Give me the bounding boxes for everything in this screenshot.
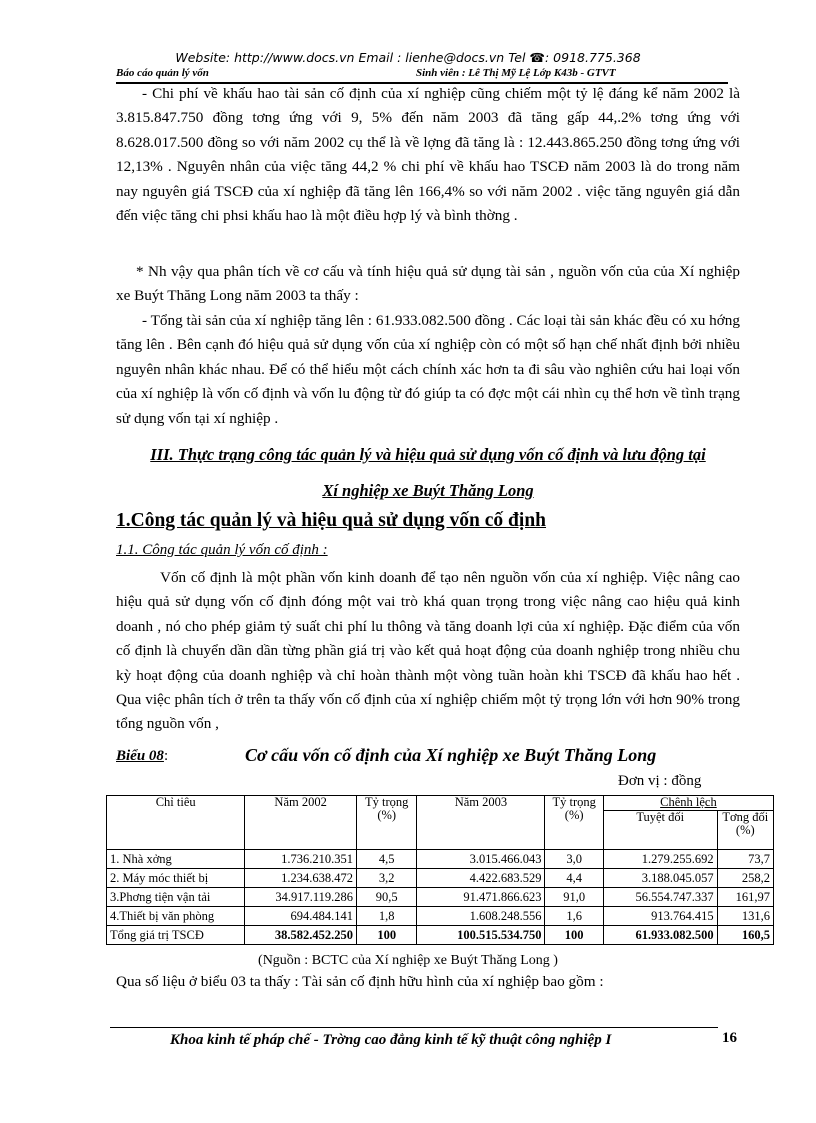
student-info: Sinh viên : Lê Thị Mỹ Lệ Lớp K43b - GTVT [416, 67, 616, 79]
header-share-2002: Tỷ trọng (%) [356, 796, 416, 850]
header-share-2003: Tỷ trọng (%) [545, 796, 603, 850]
cell-indicator: 1. Nhà xởng [107, 850, 245, 869]
cell-value: 3.188.045.057 [603, 869, 717, 888]
cell-value: 34.917.119.286 [245, 888, 357, 907]
subheading-fixed-capital-management: 1.1. Công tác quản lý vốn cố định : [116, 542, 328, 558]
section-heading: III. Thực trạng công tác quản lý và hiệu quả sử dụng vốn cố định và lưu động tại Xí nghiệp xe Buýt Thăng Long [150, 445, 706, 500]
paragraph-total-assets: - Tổng tài sản của xí nghiệp tăng lên : 61.933.082.500 đồng . Các loại tài sản khác đều có xu hớng tăng lên . Bên cạnh đó hiệu quả sử dụng vốn của xí nghiệp còn có một số hạn chế nhất định bởi nhiều nguyên nhân khác nhau. Để có thể hiểu một cách chính xác hơn ta đi sâu vào nghiên cứu hai loại vốn của xí nghiệp là vốn cố định và vốn lu động từ đó giúp ta có đợc một cái nhìn cụ thể hơn về tình trạng sử dụng vốn tại xí nghiệp . [116, 312, 740, 427]
cell-value: 1.234.638.472 [245, 869, 357, 888]
cell-value: 61.933.082.500 [603, 926, 717, 945]
table-unit: Đơn vị : đồng [618, 773, 702, 789]
footer-divider [110, 1027, 718, 1028]
cell-value: 258,2 [717, 869, 773, 888]
paragraph-fixed-capital: Vốn cố định là một phần vốn kinh doanh để tạo nên nguồn vốn của xí nghiệp. Việc nâng cao hiệu quả sử dụng vốn cố định đóng một vai trò khá quan trọng trong việc nâng cao hiệu quả kinh doanh , nó cho phép giảm tỷ suất chi phí lu thông và tăng doanh lợi của xí nghiệp. Đặc điểm của vốn cố định là chuyển dần dần từng phần giá trị vào kết quả hoạt động của doanh nghiệp trong nhiều chu kỳ hoạt động của doanh nghiệp và chỉ hoàn thành một vòng tuần hoàn khi TSCĐ đã khấu hao hết . Qua việc phân tích ở trên ta thấy vốn cố định của xí nghiệp chiếm một tỷ trọng lớn với hơn 90% trong tổng nguồn vốn , [116, 569, 740, 733]
table-header-row [107, 796, 774, 811]
cell-value: 1.608.248.556 [417, 907, 545, 926]
cell-value: 3,0 [545, 850, 603, 869]
cell-value: 91,0 [545, 888, 603, 907]
heading-fixed-capital: 1.Công tác quản lý và hiệu quả sử dụng vốn cố định [116, 510, 547, 531]
report-title: Báo cáo quản lý vốn [116, 67, 209, 79]
table-label: Biểu 08: [116, 748, 169, 764]
cell-value: 3,2 [356, 869, 416, 888]
cell-value: 90,5 [356, 888, 416, 907]
table-row [107, 850, 774, 869]
header-relative: Tơng đối (%) [717, 811, 773, 850]
footer-text: Khoa kinh tế pháp chế - Trờng cao đẳng kinh tế kỹ thuật công nghiệp I [170, 1032, 612, 1048]
cell-value: 1.736.210.351 [245, 850, 357, 869]
header-year-2003: Năm 2003 [417, 796, 545, 850]
cell-value: 38.582.452.250 [245, 926, 357, 945]
table-total-row [107, 926, 774, 945]
table-row [107, 907, 774, 926]
cell-indicator: 2. Máy móc thiết bị [107, 869, 245, 888]
website-header: Website: http://www.docs.vn Email : lienhe@docs.vn Tel ☎: 0918.775.368 [175, 50, 641, 65]
cell-value: 131,6 [717, 907, 773, 926]
cell-value: 100.515.534.750 [417, 926, 545, 945]
cell-value: 100 [545, 926, 603, 945]
cell-value: 56.554.747.337 [603, 888, 717, 907]
page-number: 16 [722, 1030, 737, 1046]
cell-value: 1,6 [545, 907, 603, 926]
cell-value: 73,7 [717, 850, 773, 869]
cell-value: 161,97 [717, 888, 773, 907]
header-year-2002: Năm 2002 [245, 796, 357, 850]
cell-value: 694.484.141 [245, 907, 357, 926]
header-indicator: Chỉ tiêu [107, 796, 245, 850]
cell-value: 4,5 [356, 850, 416, 869]
cell-value: 1.279.255.692 [603, 850, 717, 869]
cell-value: 913.764.415 [603, 907, 717, 926]
paragraph-after-table: Qua số liệu ở biểu 03 ta thấy : Tài sản cố định hữu hình của xí nghiệp bao gồm : [116, 973, 604, 990]
cell-indicator: 4.Thiết bị văn phòng [107, 907, 245, 926]
cell-value: 4.422.683.529 [417, 869, 545, 888]
cell-value: 4,4 [545, 869, 603, 888]
cell-value: 160,5 [717, 926, 773, 945]
paragraph-summary: * Nh vậy qua phân tích về cơ cấu và tính hiệu quả sử dụng tài sản , nguồn vốn của của Xí nghiệp xe Buýt Thăng Long năm 2003 ta thấy : [116, 263, 740, 305]
table-caption: Cơ cấu vốn cố định của Xí nghiệp xe Buýt Thăng Long [245, 745, 657, 765]
cell-value: 91.471.866.623 [417, 888, 545, 907]
paragraph-depreciation: - Chi phí về khấu hao tài sản cố định của xí nghiệp cũng chiếm một tỷ lệ đáng kể năm 2002 là 3.815.847.750 đồng tơng ứng với 9, 5% đến năm 2003 đã tăng gấp 44,.2% tơng ứng với 8.628.017.500 đồng so với năm 2002 cụ thể là về lợng đã tăng là : 12.443.865.250 đồng tơng ứng với 12,13% . Nguyên nhân của việc tăng 44,2 % chi phí về khấu hao TSCĐ năm 2003 là do trong năm nay nguyên giá TSCĐ của xí nghiệp đã tăng lên 166,4% so với năm 2002 . việc tăng nguyên giá dẫn đến việc tăng chi phsi khấu hao là một điều hợp lý và bình thờng . [116, 85, 740, 225]
table-source: (Nguồn : BCTC của Xí nghiệp xe Buýt Thăng Long ) [258, 953, 558, 968]
header-absolute: Tuyệt đối [603, 811, 717, 850]
cell-indicator: 3.Phơng tiện vận tải [107, 888, 245, 907]
table-row [107, 869, 774, 888]
header-difference: Chênh lệch [603, 796, 773, 811]
fixed-capital-table [106, 795, 774, 945]
cell-indicator: Tổng giá trị TSCĐ [107, 926, 245, 945]
cell-value: 100 [356, 926, 416, 945]
table-row [107, 888, 774, 907]
cell-value: 3.015.466.043 [417, 850, 545, 869]
cell-value: 1,8 [356, 907, 416, 926]
